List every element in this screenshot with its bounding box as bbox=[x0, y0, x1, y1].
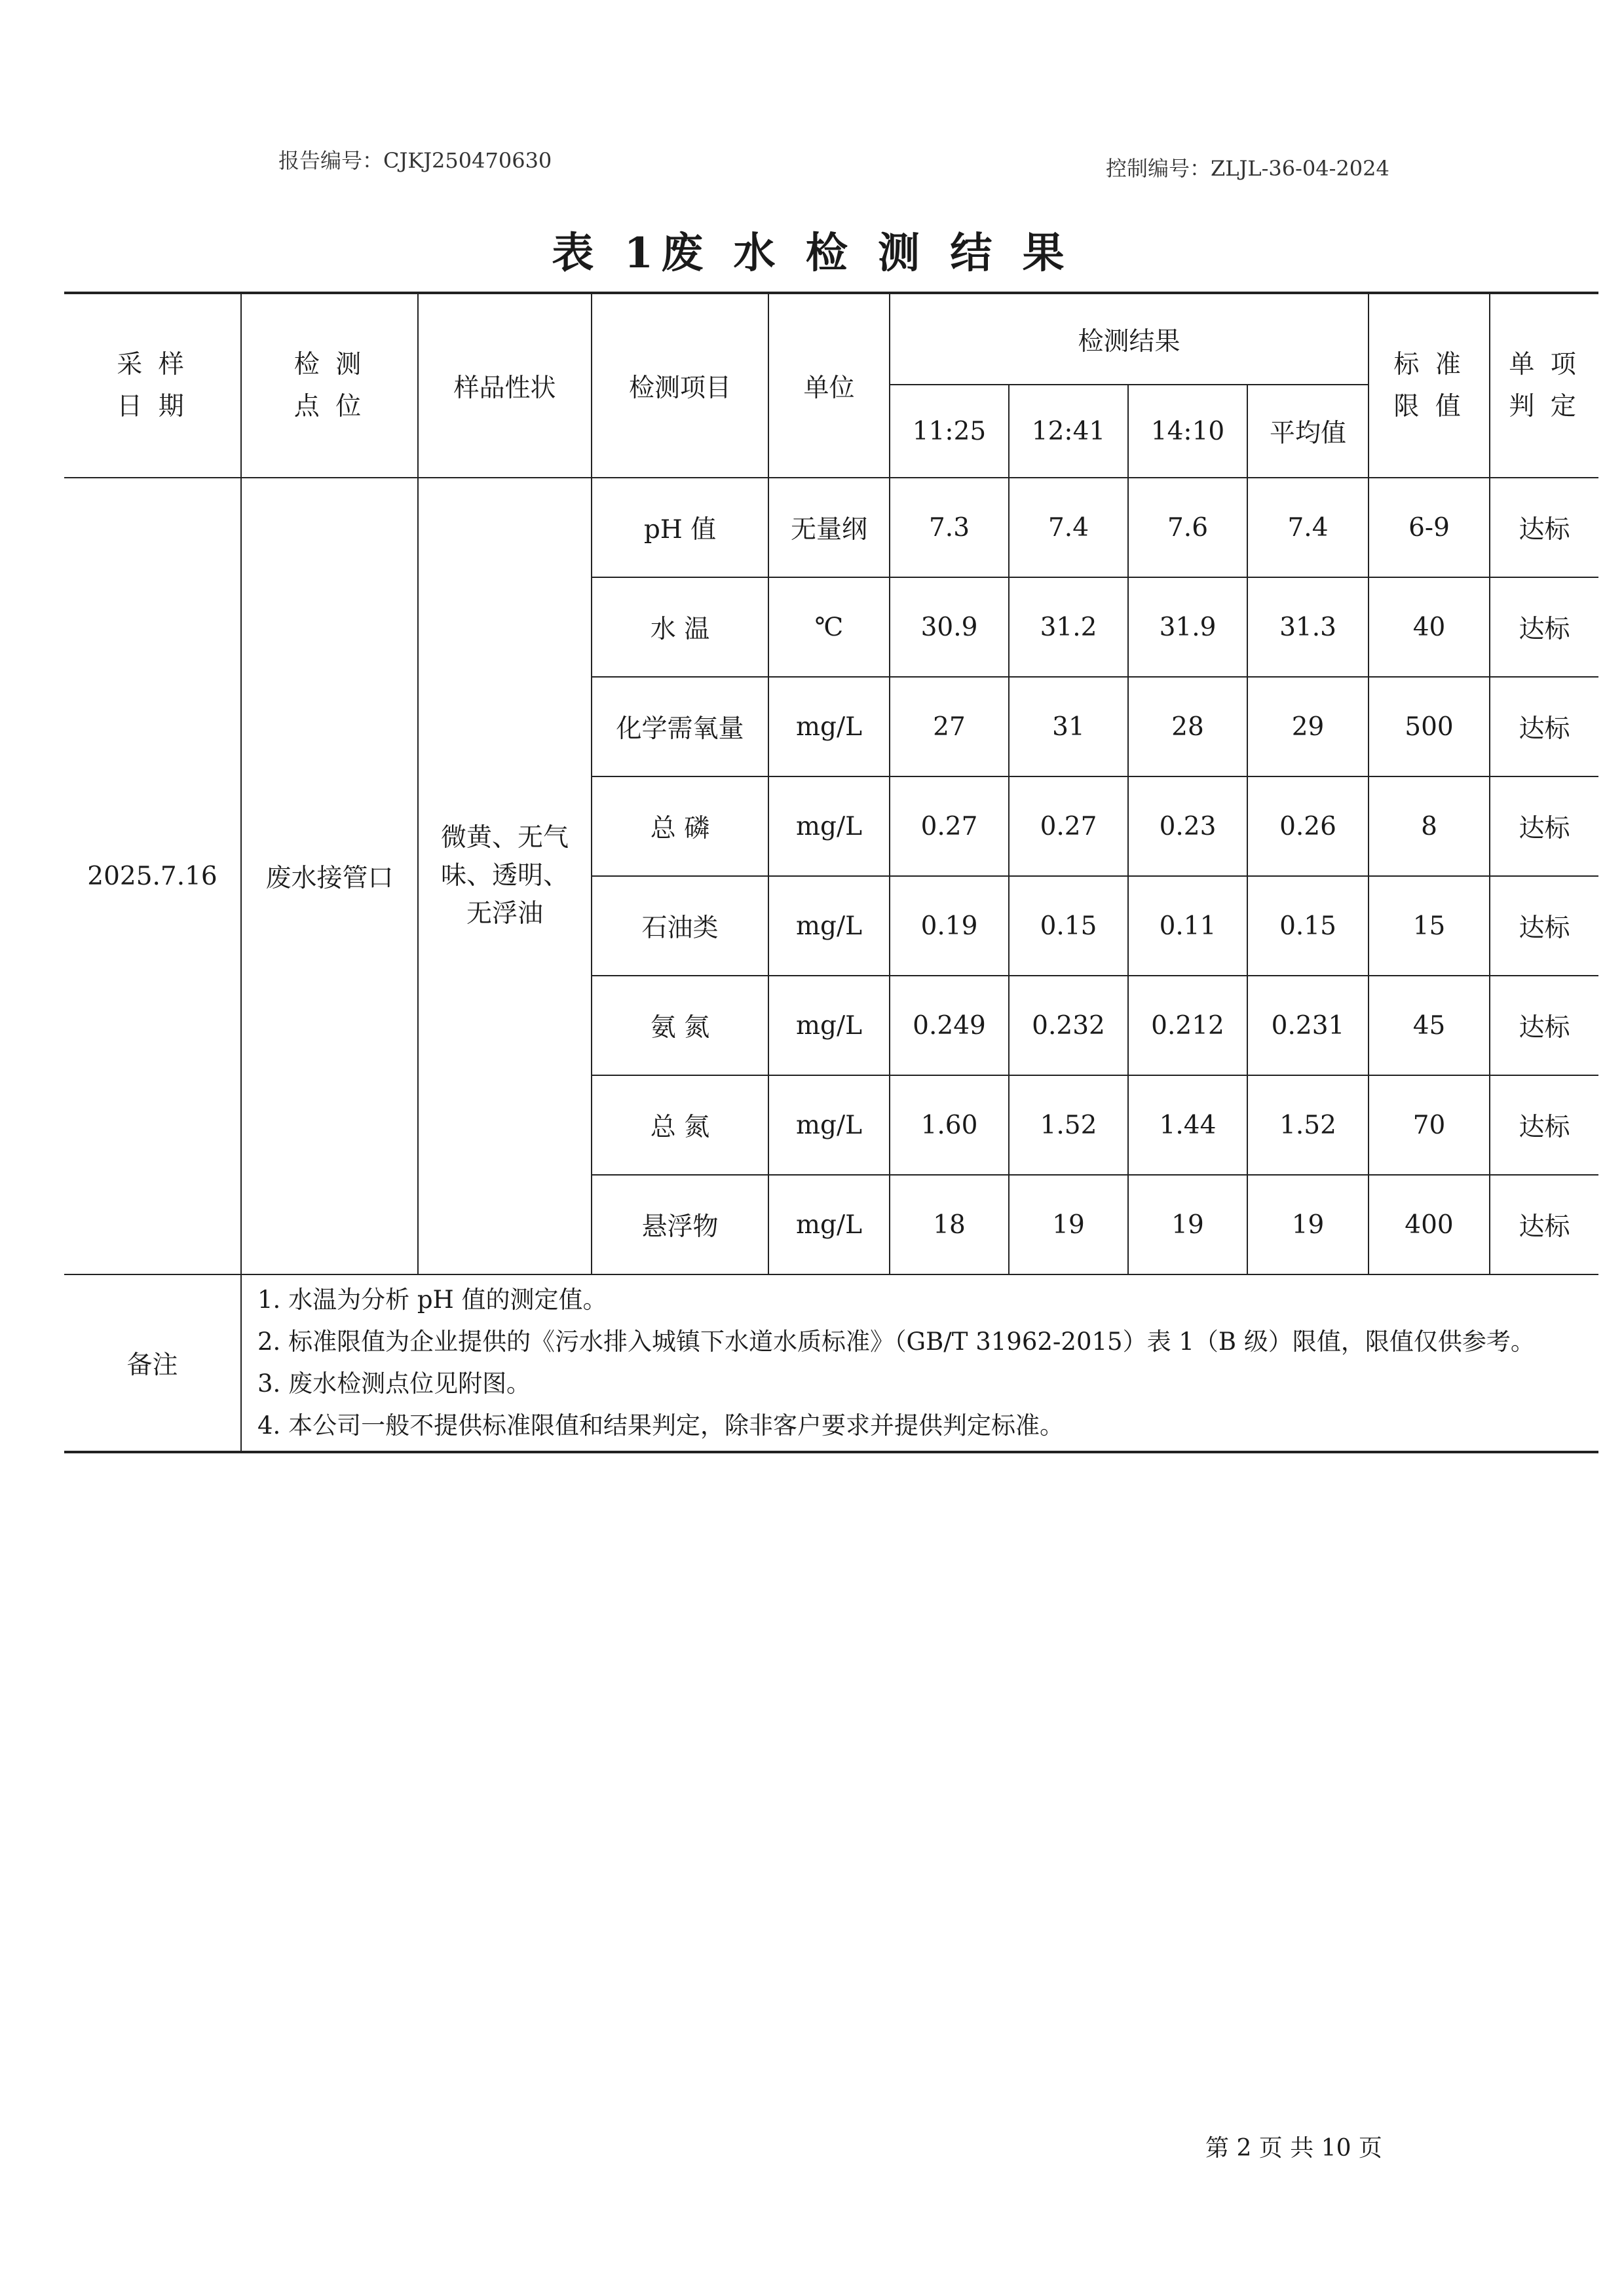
sampling-point: 废水接管口 bbox=[241, 478, 418, 1274]
value-average: 0.26 bbox=[1247, 776, 1369, 876]
unit: mg/L bbox=[768, 677, 890, 776]
judgement: 达标 bbox=[1490, 577, 1598, 677]
test-item: 石油类 bbox=[592, 876, 768, 976]
value-average: 31.3 bbox=[1247, 577, 1369, 677]
header-judge: 单 项 判 定 bbox=[1490, 293, 1598, 478]
results-table bbox=[64, 292, 1598, 1453]
unit: mg/L bbox=[768, 776, 890, 876]
page-title: 表 1废 水 检 测 结 果 bbox=[552, 229, 1072, 278]
header-sample: 样品性状 bbox=[418, 293, 592, 478]
value-1241: 19 bbox=[1009, 1175, 1128, 1274]
judgement: 达标 bbox=[1490, 1175, 1598, 1274]
value-1241: 31 bbox=[1009, 677, 1128, 776]
value-1241: 0.232 bbox=[1009, 976, 1128, 1075]
header-item: 检测项目 bbox=[592, 293, 768, 478]
test-item: pH 值 bbox=[592, 478, 768, 577]
test-item: 总 氮 bbox=[592, 1075, 768, 1175]
value-1410: 19 bbox=[1128, 1175, 1247, 1274]
header-date: 采 样 日 期 bbox=[64, 293, 241, 478]
unit: mg/L bbox=[768, 1175, 890, 1274]
header-time-3: 14:10 bbox=[1128, 385, 1247, 478]
value-average: 1.52 bbox=[1247, 1075, 1369, 1175]
table-row bbox=[64, 478, 1598, 577]
test-item: 总 磷 bbox=[592, 776, 768, 876]
value-1241: 7.4 bbox=[1009, 478, 1128, 577]
sample-description: 微黄、无气 味、透明、 无浮油 bbox=[418, 478, 592, 1274]
value-1125: 30.9 bbox=[890, 577, 1009, 677]
unit: mg/L bbox=[768, 876, 890, 976]
judgement: 达标 bbox=[1490, 478, 1598, 577]
standard-limit: 70 bbox=[1369, 1075, 1490, 1175]
note-4: 4. 本公司一般不提供标准限值和结果判定，除非客户要求并提供判定标准。 bbox=[257, 1411, 1065, 1440]
value-1241: 31.2 bbox=[1009, 577, 1128, 677]
standard-limit: 8 bbox=[1369, 776, 1490, 876]
test-item: 化学需氧量 bbox=[592, 677, 768, 776]
value-average: 7.4 bbox=[1247, 478, 1369, 577]
value-1410: 0.212 bbox=[1128, 976, 1247, 1075]
control-number: 控制编号：ZLJL-36-04-2024 bbox=[1106, 156, 1389, 181]
judgement: 达标 bbox=[1490, 876, 1598, 976]
value-1410: 0.23 bbox=[1128, 776, 1247, 876]
value-1241: 1.52 bbox=[1009, 1075, 1128, 1175]
test-item: 水 温 bbox=[592, 577, 768, 677]
standard-limit: 6-9 bbox=[1369, 478, 1490, 577]
notes-content bbox=[241, 1274, 1598, 1452]
header-average: 平均值 bbox=[1247, 385, 1369, 478]
value-average: 29 bbox=[1247, 677, 1369, 776]
value-1125: 7.3 bbox=[890, 478, 1009, 577]
value-1410: 31.9 bbox=[1128, 577, 1247, 677]
header-time-1: 11:25 bbox=[890, 385, 1009, 478]
header-results: 检测结果 bbox=[890, 293, 1369, 385]
value-1125: 0.19 bbox=[890, 876, 1009, 976]
standard-limit: 45 bbox=[1369, 976, 1490, 1075]
value-1241: 0.15 bbox=[1009, 876, 1128, 976]
unit: 无量纲 bbox=[768, 478, 890, 577]
unit: mg/L bbox=[768, 1075, 890, 1175]
value-average: 0.231 bbox=[1247, 976, 1369, 1075]
standard-limit: 40 bbox=[1369, 577, 1490, 677]
unit: ℃ bbox=[768, 577, 890, 677]
value-1410: 7.6 bbox=[1128, 478, 1247, 577]
test-item: 氨 氮 bbox=[592, 976, 768, 1075]
judgement: 达标 bbox=[1490, 677, 1598, 776]
header-unit: 单位 bbox=[768, 293, 890, 478]
report-number: 报告编号：CJKJ250470630 bbox=[278, 148, 552, 173]
test-item: 悬浮物 bbox=[592, 1175, 768, 1274]
value-1410: 0.11 bbox=[1128, 876, 1247, 976]
value-1125: 0.27 bbox=[890, 776, 1009, 876]
judgement: 达标 bbox=[1490, 1075, 1598, 1175]
value-1241: 0.27 bbox=[1009, 776, 1128, 876]
page-number: 第 2 页 共 10 页 bbox=[1205, 2135, 1382, 2162]
unit: mg/L bbox=[768, 976, 890, 1075]
value-1410: 1.44 bbox=[1128, 1075, 1247, 1175]
sampling-date: 2025.7.16 bbox=[64, 478, 241, 1274]
note-3: 3. 废水检测点位见附图。 bbox=[257, 1369, 531, 1398]
header-point: 检 测 点 位 bbox=[241, 293, 418, 478]
note-1: 1. 水温为分析 pH 值的测定值。 bbox=[257, 1286, 607, 1314]
value-1125: 18 bbox=[890, 1175, 1009, 1274]
value-1125: 0.249 bbox=[890, 976, 1009, 1075]
value-average: 19 bbox=[1247, 1175, 1369, 1274]
value-1125: 1.60 bbox=[890, 1075, 1009, 1175]
note-2: 2. 标准限值为企业提供的《污水排入城镇下水道水质标准》（GB/T 31962-2015）表 1（B 级）限值，限值仅供参考。 bbox=[257, 1328, 1535, 1356]
header-limit: 标 准 限 值 bbox=[1369, 293, 1490, 478]
value-1410: 28 bbox=[1128, 677, 1247, 776]
notes-label: 备注 bbox=[64, 1274, 241, 1452]
value-1125: 27 bbox=[890, 677, 1009, 776]
standard-limit: 400 bbox=[1369, 1175, 1490, 1274]
standard-limit: 15 bbox=[1369, 876, 1490, 976]
header-time-2: 12:41 bbox=[1009, 385, 1128, 478]
judgement: 达标 bbox=[1490, 976, 1598, 1075]
value-average: 0.15 bbox=[1247, 876, 1369, 976]
standard-limit: 500 bbox=[1369, 677, 1490, 776]
judgement: 达标 bbox=[1490, 776, 1598, 876]
